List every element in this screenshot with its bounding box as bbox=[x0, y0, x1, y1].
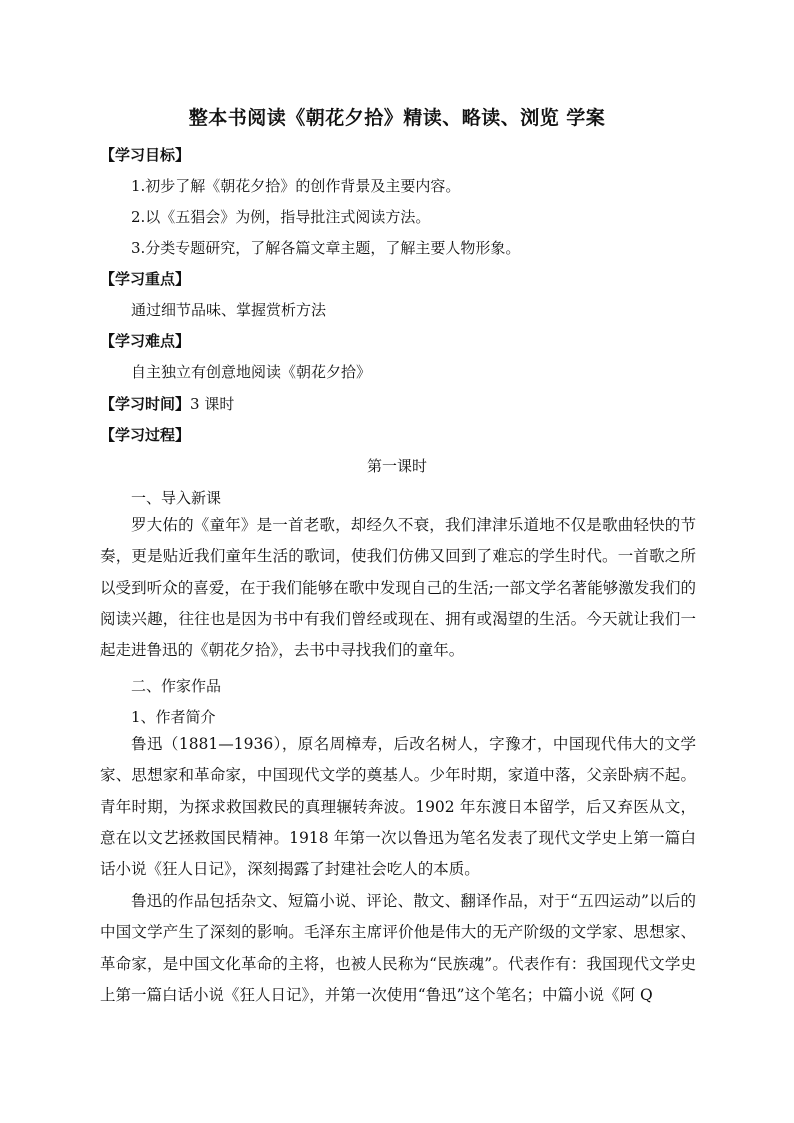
difficulties-text: 自主独立有创意地阅读《朝花夕拾》 bbox=[131, 363, 372, 381]
section1-title: 一、导入新课 bbox=[131, 489, 222, 507]
time-value: 3 课时 bbox=[190, 395, 235, 413]
objective-item-2: 2.以《五猖会》为例，指导批注式阅读方法。 bbox=[131, 208, 431, 226]
key-points-text: 通过细节品味、掌握赏析方法 bbox=[131, 301, 327, 319]
time-heading: 【学习时间】 bbox=[100, 395, 191, 413]
objective-item-1: 1.初步了解《朝花夕拾》的创作背景及主要内容。 bbox=[131, 177, 461, 195]
works-paragraph: 鲁迅的作品包括杂文、短篇小说、评论、散文、翻译作品，对于“五四运动”以后的中国文学产生了深刻的影响。毛泽东主席评价他是伟大的无产阶级的文学家、思想家、革命家，是中国文化革命的主将，也被人民称为“民族魂”。代表作有：我国现代文学史上第一篇白话小说《狂人日记》，并第一次使用“鲁迅”这个笔名；中篇小说《阿 Q bbox=[100, 892, 696, 1004]
objective-item-3: 3.分类专题研究，了解各篇文章主题，了解主要人物形象。 bbox=[131, 239, 521, 257]
objectives-heading: 【学习目标】 bbox=[100, 146, 191, 164]
difficulties-heading: 【学习难点】 bbox=[100, 332, 191, 350]
time-row bbox=[100, 394, 234, 414]
document-title: 整本书阅读《朝花夕拾》精读、略读、浏览 学案 bbox=[188, 107, 606, 129]
section2-title: 二、作家作品 bbox=[131, 677, 222, 695]
author-intro-title: 1、作者简介 bbox=[131, 708, 216, 726]
process-heading: 【学习过程】 bbox=[100, 426, 191, 444]
lesson-title: 第一课时 bbox=[366, 457, 427, 475]
key-points-heading: 【学习重点】 bbox=[100, 270, 191, 288]
author-paragraph: 鲁迅（1881—1936），原名周樟寿，后改名树人，字豫才，中国现代伟大的文学家、思想家和革命家，中国现代文学的奠基人。少年时期，家道中落，父亲卧病不起。青年时期，为探求救国救民的真理辗转奔波。1902 年东渡日本留学，后又弃医从文，意在以文艺拯救国民精神。1918 年第一次以鲁迅为笔名发表了现代文学史上第一篇白话小说《狂人日记》，深刻揭露了封建社会吃人的本质。 bbox=[100, 735, 696, 879]
intro-paragraph: 罗大佑的《童年》是一首老歌，却经久不衰，我们津津乐道地不仅是歌曲轻快的节奏，更是贴近我们童年生活的歌词，使我们仿佛又回到了难忘的学生时代。一首歌之所以受到听众的喜爱，在于我们能够在歌中发现自己的生活;一部文学名著能够激发我们的阅读兴趣，往往也是因为书中有我们曾经或现在、拥有或渴望的生活。今天就让我们一起走进鲁迅的《朝花夕拾》，去书中寻找我们的童年。 bbox=[100, 516, 696, 660]
